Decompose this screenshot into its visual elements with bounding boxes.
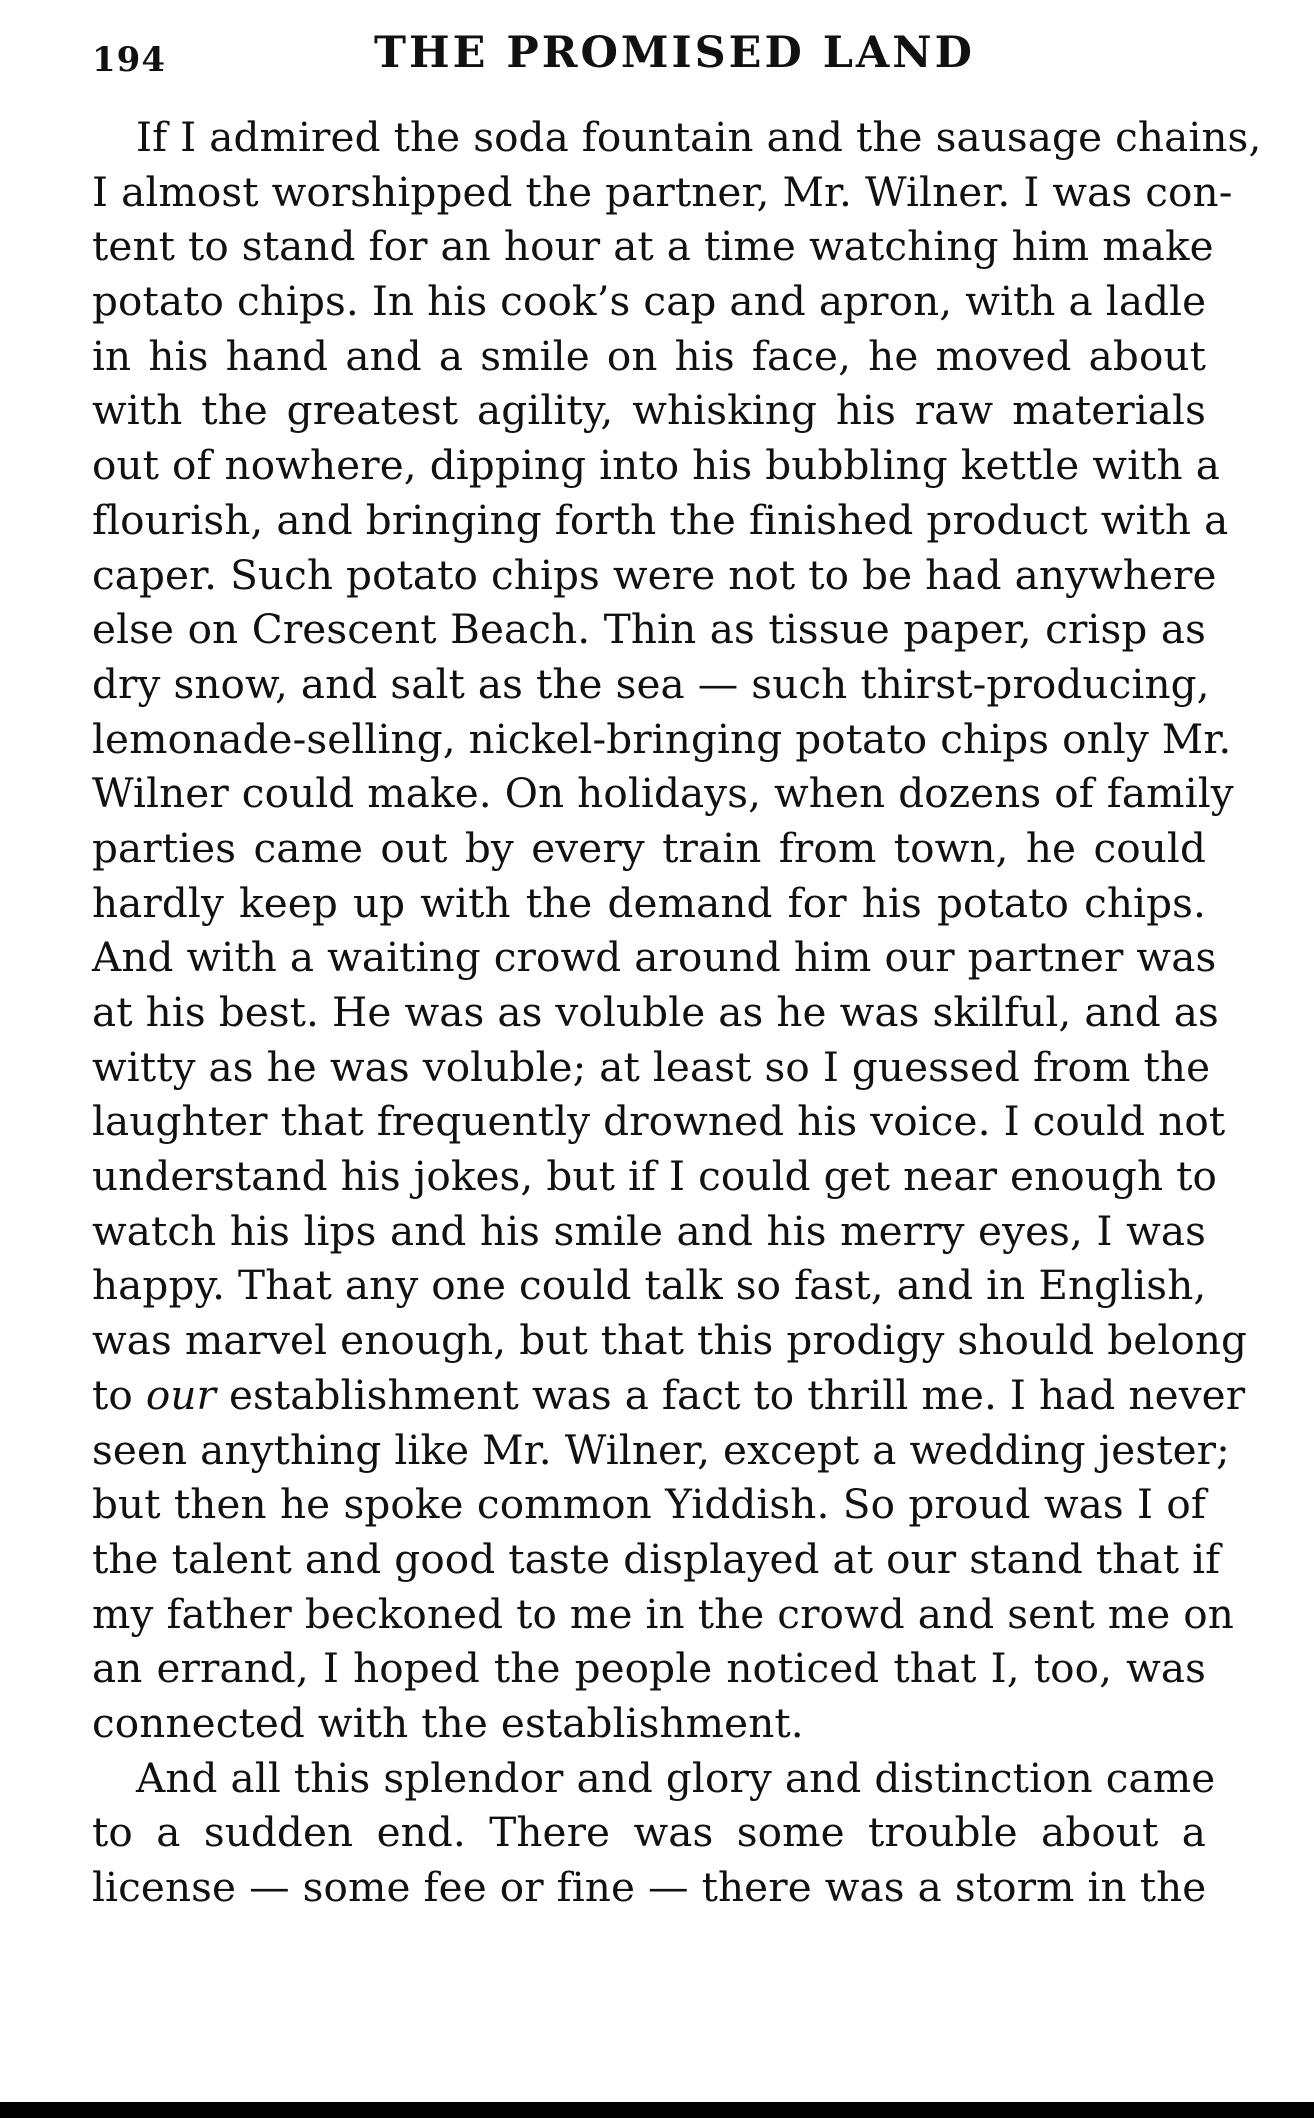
running-title: THE PROMISED LAND [374,28,975,78]
text-fragment: to [92,1370,146,1419]
text-line: flourish, and bringing forth the finished product with a [92,495,1229,544]
text-line: If I admired the soda fountain and the sausage chains, [136,113,1262,161]
text-line: out of nowhere, dipping into his bubbling kettle with a [92,441,1220,490]
text-line: And with a waiting crowd around him our partner was [92,933,1217,982]
text-line: license — some fee or fine — there was a storm in the [92,1863,1207,1911]
text-line: potato chips. In his cook’s cap and apron, with a ladle [92,277,1207,326]
text-line: was marvel enough, but that this prodigy should belong [92,1316,1248,1365]
text-line: an errand, I hoped the people noticed that I, too, was [92,1644,1206,1693]
body-text [92,110,1262,1915]
text-line: caper. Such potato chips were not to be had anywhere [92,550,1217,599]
text-line: in his hand and a smile on his face, he moved about [92,331,1206,380]
text-line: Wilner could make. On holidays, when dozens of family [92,769,1234,818]
text-line: connected with the establishment. [92,1698,804,1747]
text-line: the talent and good taste displayed at our stand that if [92,1534,1221,1583]
italic-word: our [145,1370,216,1419]
text-line: witty as he was voluble; at least so I guessed from the [92,1042,1211,1091]
text-line: seen anything like Mr. Wilner, except a wedding jester; [92,1425,1230,1474]
text-line: tent to stand for an hour at a time watching him make [92,222,1214,271]
bottom-scan-border [0,2102,1314,2118]
text-line: happy. That any one could talk so fast, and in English, [92,1261,1207,1310]
text-line: to a sudden end. There was some trouble about a [92,1808,1206,1857]
text-line: else on Crescent Beach. Thin as tissue paper, crisp as [92,605,1206,654]
page-header [92,22,1222,92]
text-line: And all this splendor and glory and distinction came [136,1753,1216,1802]
text-line: parties came out by every train from town, he could [92,823,1206,872]
text-line: my father beckoned to me in the crowd and sent me on [92,1589,1234,1638]
text-line-with-italic [92,1368,1246,1423]
text-line: I almost worshipped the partner, Mr. Wilner. I was con- [92,167,1233,216]
text-line: with the greatest agility, whisking his raw materials [92,386,1206,435]
page-number: 194 [92,40,166,80]
text-line: lemonade-selling, nickel-bringing potato chips only Mr. [92,714,1232,763]
text-line: laughter that frequently drowned his voice. I could not [92,1097,1226,1146]
text-line: at his best. He was as voluble as he was skilful, and as [92,988,1219,1036]
text-line: but then he spoke common Yiddish. So proud was I of [92,1480,1206,1529]
text-line: hardly keep up with the demand for his potato chips. [92,878,1206,927]
paragraph-1 [92,110,1262,1751]
paragraph-2 [92,1751,1216,1915]
text-line: dry snow, and salt as the sea — such thirst-producing, [92,659,1210,708]
text-line: watch his lips and his smile and his merry eyes, I was [92,1206,1206,1255]
text-line: understand his jokes, but if I could get near enough to [92,1152,1217,1201]
text-fragment: establishment was a fact to thrill me. I had never [215,1370,1246,1419]
